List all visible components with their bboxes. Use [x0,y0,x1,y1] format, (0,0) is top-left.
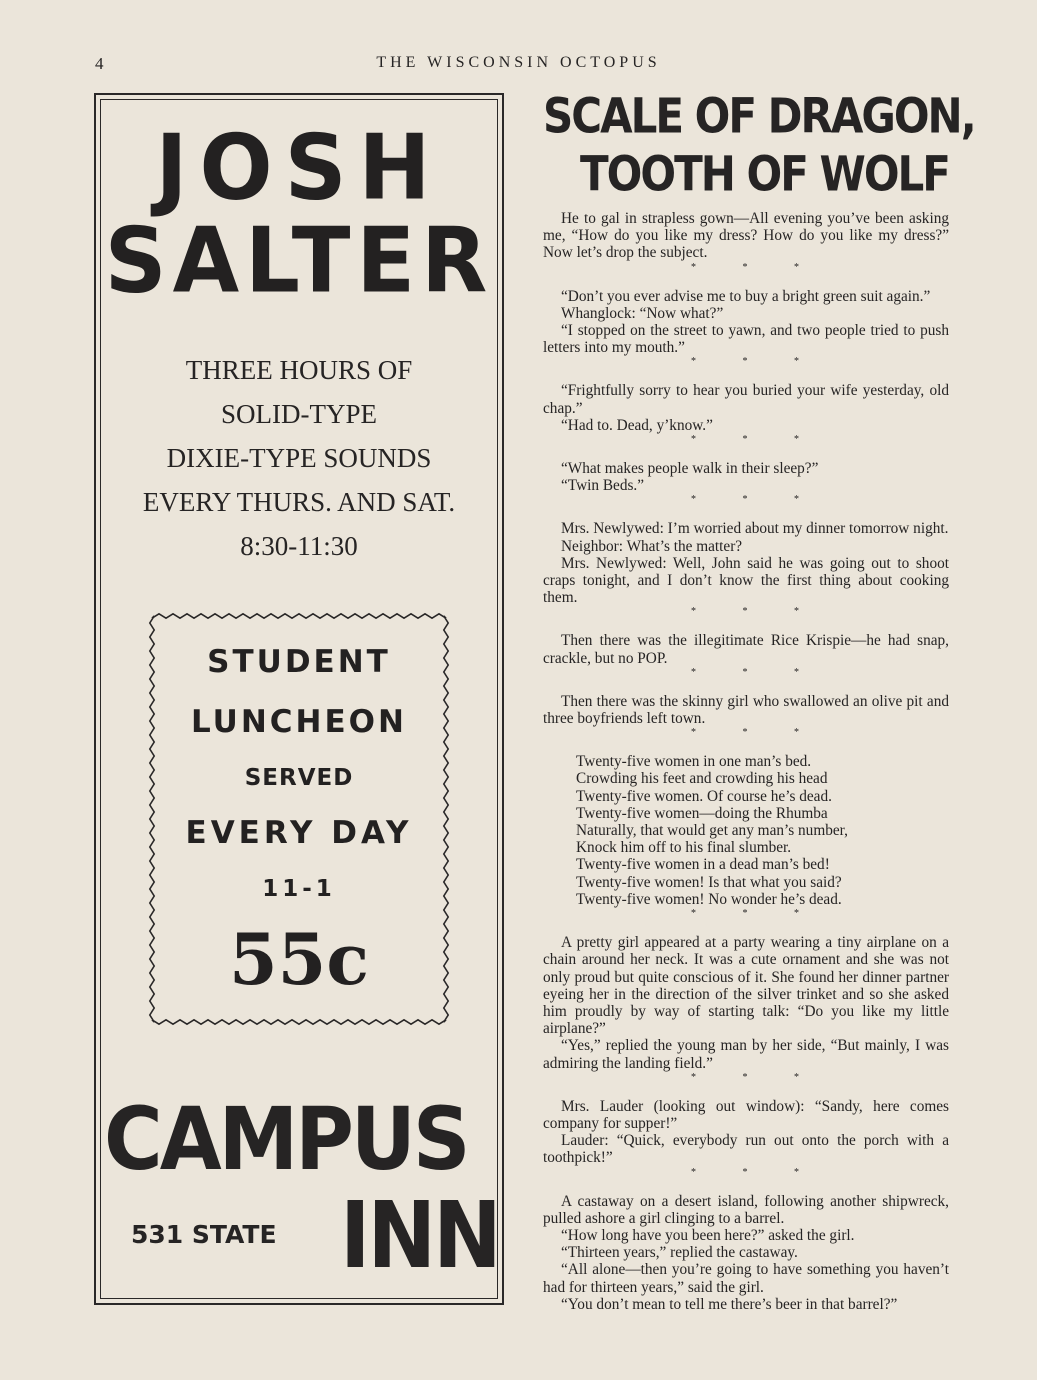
ad-name-campus: CAMPUS [104,1089,468,1190]
joke-paragraph: “All alone—then you’re going to have something you haven’t had for thirteen years,” said the girl. [543,1261,949,1296]
luncheon-served: SERVED [244,765,354,791]
ad-line: EVERY THURS. AND SAT. [142,487,456,517]
joke-paragraph: “How long have you been here?” asked the girl. [561,1226,855,1244]
ad-headline-salter: SALTER [104,208,494,314]
luncheon-title: LUNCHEON [191,704,407,740]
joke-separator: * * * [691,666,821,678]
poem-line: Twenty-five women—doing the Rhumba [576,804,828,822]
poem-line: Twenty-five women! No wonder he’s dead. [576,890,842,908]
joke-separator: * * * [691,1166,821,1178]
poem-line: Knock him off to his final slumber. [576,839,792,857]
ad-line: DIXIE-TYPE SOUNDS [166,443,432,473]
luncheon-price: 55c [228,918,370,1001]
ad-line: SOLID-TYPE [221,399,377,429]
article-title-line-2: TOOTH OF WOLF [580,145,949,202]
poem [543,753,949,908]
ad-address: 531 STATE [131,1220,277,1249]
joke-paragraph: A castaway on a desert island, following another shipwreck, pulled ashore a girl clinging to a barrel. [543,1192,949,1227]
luncheon-hours: 11-1 [262,876,336,902]
article-body [543,210,949,1313]
joke-separator: * * * [691,494,821,506]
ad-line: 8:30-11:30 [240,531,358,561]
poem-line: Twenty-five women! Is that what you said? [576,873,842,891]
joke-separator: * * * [691,908,821,920]
joke-paragraph: “I stopped on the street to yawn, and two people tried to push letters into my mouth.” [543,322,949,357]
poem-line: Crowding his feet and crowding his head [576,770,828,788]
joke-separator: * * * [691,727,821,739]
joke-paragraph: “Frightfully sorry to hear you buried your wife yesterday, old chap.” [543,382,949,417]
joke-paragraph: “You don’t mean to tell me there’s beer in that barrel?” [561,1295,898,1313]
joke-paragraph: “Yes,” replied the young man by her side, “But mainly, I was admiring the landing field.” [543,1037,949,1072]
luncheon-box [148,612,450,1026]
joke-paragraph: A pretty girl appeared at a party wearing a tiny airplane on a chain around her neck. It was a cute ornament and she was not only proud but quite conscious of it. She found her dinner partner eyeing her in the direction of the silver trinket and so she asked him proudly by way of starting talk: “Do you like my little airplane?” [543,934,949,1038]
poem-line: Naturally, that would get any man’s number, [576,822,848,840]
joke-paragraph: “What makes people walk in their sleep?” [561,460,819,478]
ad-line: THREE HOURS OF [185,355,413,385]
ad-schedule [94,348,504,568]
poem-line: Twenty-five women in one man’s bed. [576,753,812,771]
poem-line: Twenty-five women in a dead man’s bed! [576,856,830,874]
joke-paragraph: Mrs. Lauder (looking out window): “Sandy, here comes company for supper!” [543,1097,949,1132]
luncheon-every-day: EVERY DAY [185,815,413,851]
joke-separator: * * * [691,434,821,446]
article-title-line-1: SCALE OF DRAGON, [543,87,975,144]
joke-paragraph: “Thirteen years,” replied the castaway. [561,1244,798,1262]
joke-separator: * * * [691,356,821,368]
poem-line: Twenty-five women. Of course he’s dead. [576,787,832,805]
joke-paragraph: Lauder: “Quick, everybody run out onto the porch with a toothpick!” [543,1132,949,1167]
joke-paragraph: Then there was the illegitimate Rice Krispie—he had snap, crackle, but no POP. [543,632,949,667]
joke-separator: * * * [691,1071,821,1083]
page-number: 4 [95,54,105,73]
joke-separator: * * * [691,261,821,273]
joke-paragraph: “Twin Beds.” [561,477,645,495]
joke-paragraph: “Had to. Dead, y’know.” [561,416,713,434]
joke-paragraph: Whanglock: “Now what?” [561,304,724,322]
joke-separator: * * * [691,606,821,618]
joke-paragraph: Neighbor: What’s the matter? [561,537,743,555]
joke-paragraph: Mrs. Newlywed: I’m worried about my dinner tomorrow night. [561,520,949,538]
joke-paragraph: “Don’t you ever advise me to buy a bright green suit again.” [561,287,931,305]
joke-paragraph: Then there was the skinny girl who swallowed an olive pit and three boyfriends left town. [543,692,949,728]
ad-name-inn: INN [340,1183,499,1290]
running-head: THE WISCONSIN OCTOPUS [376,54,661,71]
ad-headline-josh: JOSH [155,115,443,221]
luncheon-student: STUDENT [207,644,391,680]
joke-paragraph: He to gal in strapless gown—All evening you’ve been asking me, “How do you like my dress? How do you like my dress?” Now let’s drop the subject. [543,210,949,262]
joke-paragraph: Mrs. Newlywed: Well, John said he was going out to shoot craps tonight, and I don’t know the first thing about cooking them. [543,554,949,607]
